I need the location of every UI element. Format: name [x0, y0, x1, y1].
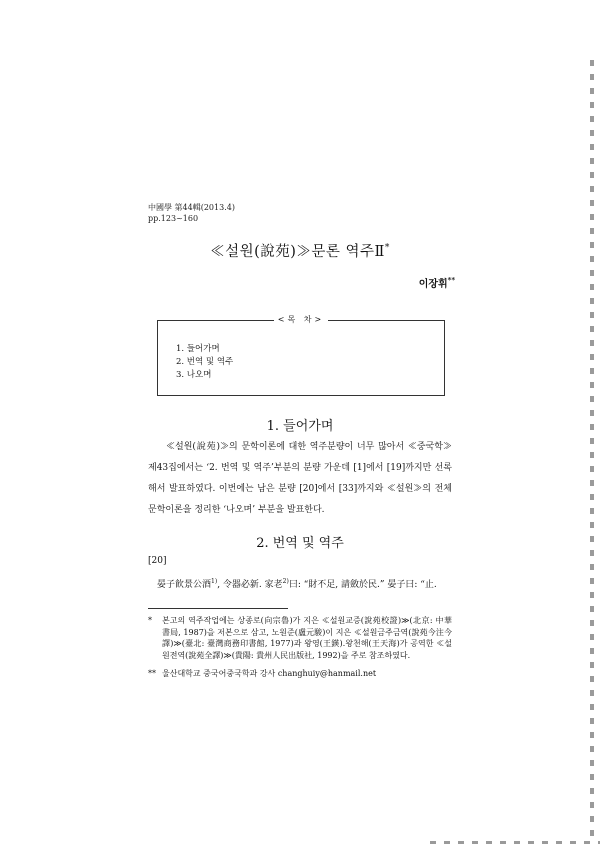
footnote-text: 울산대학교 중국어중국학과 강사 changhuiy@hanmail.net [162, 669, 377, 678]
journal-info [148, 202, 235, 224]
title-footnote-mark: * [384, 243, 390, 254]
scan-edge-marks-bottom [430, 841, 600, 844]
footnote-divider [148, 608, 288, 609]
footnote-mark: * [148, 616, 152, 625]
paper-title [0, 240, 600, 261]
footnote-2 [148, 668, 452, 680]
paper-title-text: ≪설원(說苑)≫문론 역주Ⅱ [210, 244, 385, 260]
body-text: ≪설원(說苑)≫의 문학이론에 대한 역주분량이 너무 많아서 ≪중국학≫ 제43집에서는 ‘2. 번역 및 역주’부분의 분량 가운데 [1]에서 [19]까지만 선록해서 발표하였다. 이번에는 남은 분량 [20]에서 [33]까지와 ≪설원≫의 전체 문학이론을 정리한 ‘나오며’ 부분을 발표한다. [148, 442, 452, 515]
footnote-mark: ** [148, 669, 156, 678]
footnote-ref: 1) [211, 578, 218, 585]
footnote-1 [148, 615, 452, 661]
author-name: 이장휘 [418, 279, 448, 290]
section-heading-introduction: 1. 들어가며 [266, 419, 334, 434]
section-heading-translation: 2. 번역 및 역주 [256, 536, 344, 551]
toc-heading: <목 차> [274, 315, 328, 324]
author-footnote-mark: ** [447, 275, 455, 285]
introduction-paragraph [148, 437, 452, 521]
footnote-text: 본고의 역주작업에는 상종로(向宗魯)가 지은 ≪설원교증(說苑校證)≫(北京: 中華書局, 1987)을 저본으로 삼고, 노원준(盧元駿)이 지은 ≪설원금주금역(說苑今注今譯)≫(臺北: 臺灣商務印書館, 1977)과 왕영(王鍈)․왕천해(王天海)가 공역한 ≪설원전역(說苑全譯)≫(貴陽: 貴州人民出版社, 1992)을 주로 참조하였다. [162, 616, 452, 660]
toc-item: 2. 번역 및 역주 [176, 357, 234, 367]
toc-item: 1. 들어가며 [176, 344, 220, 354]
passage-number: [20] [148, 556, 167, 566]
table-of-contents [157, 315, 445, 396]
journal-volume: 中國學 第44輯(2013.4) [148, 203, 235, 212]
toc-list [176, 343, 233, 382]
scan-edge-marks-right [590, 60, 594, 838]
journal-pages: pp.123~160 [148, 214, 199, 223]
classical-text-line: 晏子飮景公酒$^{1)}$, 令器必新. 家老$^{2)}$曰: “財不足, 請斂於民.” 晏子曰: “止. [157, 578, 437, 590]
footnote-ref: 2) [282, 578, 289, 585]
author [419, 275, 455, 290]
toc-item: 3. 나오며 [176, 370, 212, 380]
